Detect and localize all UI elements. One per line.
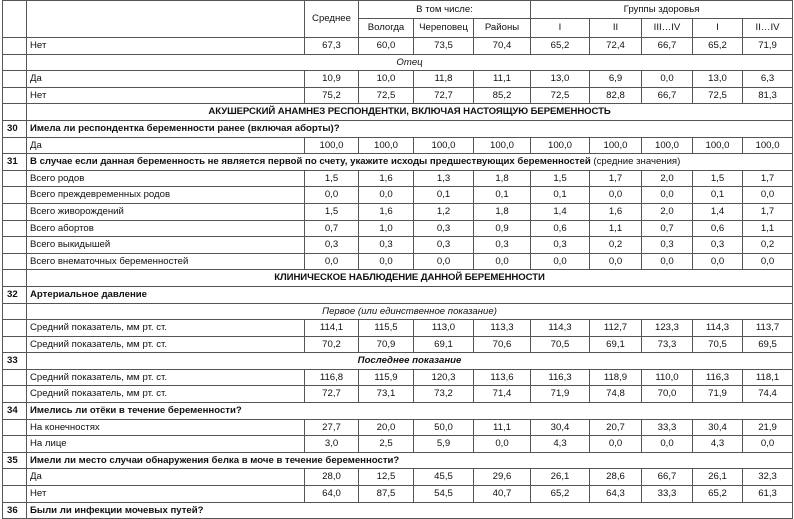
- row-value: 13,0: [693, 71, 743, 88]
- row-value: 1,8: [474, 170, 531, 187]
- row-value: 69,1: [414, 336, 474, 353]
- row-value: 0,3: [474, 237, 531, 254]
- question-row: [3, 154, 793, 171]
- row-value: 2,0: [642, 203, 693, 220]
- row-value: 1,4: [531, 203, 590, 220]
- row-value: 71,9: [743, 38, 793, 55]
- row-value: 75,2: [305, 87, 359, 104]
- section-heading-row: [3, 270, 793, 287]
- row-value: 20,7: [590, 419, 642, 436]
- row-label: Да: [27, 71, 305, 88]
- row-value: 74,4: [743, 386, 793, 403]
- row-value: 110,0: [642, 369, 693, 386]
- row-value: 66,7: [642, 469, 693, 486]
- row-value: 116,8: [305, 369, 359, 386]
- table-row: [3, 38, 793, 55]
- row-number-cell: [3, 203, 27, 220]
- row-value: 26,1: [531, 469, 590, 486]
- row-value: 32,3: [743, 469, 793, 486]
- row-value: 11,1: [474, 419, 531, 436]
- header-average: Среднее: [305, 1, 359, 38]
- row-value: 0,3: [305, 237, 359, 254]
- row-value: 116,3: [531, 369, 590, 386]
- row-value: 65,2: [693, 486, 743, 503]
- row-value: 113,7: [743, 320, 793, 337]
- table-row: [3, 253, 793, 270]
- row-value: 100,0: [590, 137, 642, 154]
- row-value: 0,0: [590, 436, 642, 453]
- row-label: Всего выкидышей: [27, 237, 305, 254]
- row-value: 114,3: [531, 320, 590, 337]
- row-value: 113,3: [474, 320, 531, 337]
- row-value: 113,6: [474, 369, 531, 386]
- header-label-cell: [27, 1, 305, 38]
- row-value: 0,3: [642, 237, 693, 254]
- question-row: [3, 502, 793, 519]
- row-value: 60,0: [359, 38, 414, 55]
- row-value: 13,0: [531, 71, 590, 88]
- row-value: 0,2: [743, 237, 793, 254]
- row-value: 82,8: [590, 87, 642, 104]
- row-value: 70,5: [693, 336, 743, 353]
- row-value: 0,3: [414, 220, 474, 237]
- row-value: 0,6: [693, 220, 743, 237]
- row-value: 112,7: [590, 320, 642, 337]
- row-value: 100,0: [693, 137, 743, 154]
- row-value: 73,3: [642, 336, 693, 353]
- table-row: [3, 486, 793, 503]
- row-value: 1,1: [590, 220, 642, 237]
- row-value: 100,0: [305, 137, 359, 154]
- row-value: 65,2: [531, 486, 590, 503]
- question-row: [3, 452, 793, 469]
- row-value: 0,3: [531, 237, 590, 254]
- row-number-cell: [3, 38, 27, 55]
- row-value: 69,1: [590, 336, 642, 353]
- row-value: 100,0: [359, 137, 414, 154]
- row-label: На конечностях: [27, 419, 305, 436]
- row-value: 1,6: [590, 203, 642, 220]
- section-heading: КЛИНИЧЕСКОЕ НАБЛЮДЕНИЕ ДАННОЙ БЕРЕМЕННОСТИ: [27, 270, 793, 287]
- question-text: [27, 502, 793, 519]
- row-value: 72,7: [414, 87, 474, 104]
- row-value: 70,6: [474, 336, 531, 353]
- row-value: 72,5: [359, 87, 414, 104]
- row-value: 6,3: [743, 71, 793, 88]
- header-health-groups: Группы здоровья: [531, 1, 793, 19]
- row-value: 29,6: [474, 469, 531, 486]
- row-value: 1,6: [359, 203, 414, 220]
- row-number-cell: [3, 270, 27, 287]
- question-row: [3, 403, 793, 420]
- section-heading: АКУШЕРСКИЙ АНАМНЕЗ РЕСПОНДЕНТКИ, ВКЛЮЧАЯ НАСТОЯЩУЮ БЕРЕМЕННОСТЬ: [27, 104, 793, 121]
- table-row: [3, 386, 793, 403]
- row-value: 0,1: [531, 187, 590, 204]
- row-value: 70,9: [359, 336, 414, 353]
- row-value: 0,0: [590, 187, 642, 204]
- row-value: 21,9: [743, 419, 793, 436]
- row-value: 66,7: [642, 38, 693, 55]
- table-row: [3, 237, 793, 254]
- row-value: 0,0: [642, 436, 693, 453]
- row-value: 71,4: [474, 386, 531, 403]
- row-value: 0,3: [693, 237, 743, 254]
- question-label: Имела ли респондентка беременности ранее (включая аборты)?: [30, 122, 340, 134]
- row-label: Всего внематочных беременностей: [27, 253, 305, 270]
- row-value: 0,0: [642, 253, 693, 270]
- row-label: Всего родов: [27, 170, 305, 187]
- row-number-cell: [3, 187, 27, 204]
- row-value: 123,3: [642, 320, 693, 337]
- row-value: 4,3: [531, 436, 590, 453]
- row-value: 0,0: [305, 187, 359, 204]
- subheading-text: Отец: [27, 54, 793, 71]
- row-value: 0,3: [359, 237, 414, 254]
- row-value: 116,3: [693, 369, 743, 386]
- table-row: [3, 87, 793, 104]
- question-row: [3, 286, 793, 303]
- row-value: 0,0: [693, 253, 743, 270]
- row-value: 66,7: [642, 87, 693, 104]
- subheading-text: Последнее показание: [27, 353, 793, 370]
- row-value: 0,1: [693, 187, 743, 204]
- table-row: [3, 419, 793, 436]
- row-label: Всего живорождений: [27, 203, 305, 220]
- row-value: 72,7: [305, 386, 359, 403]
- row-value: 54,5: [414, 486, 474, 503]
- question-text: [27, 286, 793, 303]
- row-value: 1,0: [359, 220, 414, 237]
- row-value: 0,0: [414, 253, 474, 270]
- row-value: 118,1: [743, 369, 793, 386]
- row-number-cell: [3, 104, 27, 121]
- row-label: Нет: [27, 87, 305, 104]
- row-value: 87,5: [359, 486, 414, 503]
- row-value: 1,5: [305, 203, 359, 220]
- row-value: 69,5: [743, 336, 793, 353]
- row-value: 118,9: [590, 369, 642, 386]
- row-value: 0,0: [743, 436, 793, 453]
- header-group-iii-iv: III…IV: [642, 19, 693, 38]
- row-value: 0,0: [743, 253, 793, 270]
- row-value: 71,9: [531, 386, 590, 403]
- row-value: 4,3: [693, 436, 743, 453]
- row-value: 1,4: [693, 203, 743, 220]
- row-value: 11,1: [474, 71, 531, 88]
- question-number: 36: [3, 502, 27, 519]
- row-label: Нет: [27, 486, 305, 503]
- row-value: 114,1: [305, 320, 359, 337]
- header-group-i: I: [531, 19, 590, 38]
- row-value: 1,6: [359, 170, 414, 187]
- table-row: [3, 220, 793, 237]
- row-value: 50,0: [414, 419, 474, 436]
- row-value: 28,0: [305, 469, 359, 486]
- question-note: (средние значения): [590, 156, 681, 168]
- row-value: 113,0: [414, 320, 474, 337]
- row-value: 1,5: [693, 170, 743, 187]
- row-number-cell: [3, 469, 27, 486]
- row-value: 114,3: [693, 320, 743, 337]
- question-row: [3, 120, 793, 137]
- table-row: [3, 436, 793, 453]
- row-value: 1,3: [414, 170, 474, 187]
- survey-results-table: [2, 0, 793, 519]
- header-num-cell: [3, 1, 27, 38]
- row-label: Средний показатель, мм рт. ст.: [27, 386, 305, 403]
- row-value: 10,9: [305, 71, 359, 88]
- row-value: 72,5: [693, 87, 743, 104]
- row-value: 33,3: [642, 419, 693, 436]
- row-label: Всего преждевременных родов: [27, 187, 305, 204]
- question-label: В случае если данная беременность не является первой по счету, укажите исходы предшествующих беременностей: [30, 156, 591, 168]
- row-value: 65,2: [531, 38, 590, 55]
- row-value: 0,0: [590, 253, 642, 270]
- row-value: 61,3: [743, 486, 793, 503]
- table-row: [3, 71, 793, 88]
- row-value: 100,0: [414, 137, 474, 154]
- row-value: 27,7: [305, 419, 359, 436]
- row-label: Средний показатель, мм рт. ст.: [27, 369, 305, 386]
- question-number: 30: [3, 120, 27, 137]
- table-row: [3, 203, 793, 220]
- row-value: 0,0: [359, 187, 414, 204]
- question-number: 33: [3, 353, 27, 370]
- section-heading-row: [3, 104, 793, 121]
- row-value: 115,9: [359, 369, 414, 386]
- row-value: 0,7: [642, 220, 693, 237]
- header-vologda: Вологда: [359, 19, 414, 38]
- row-value: 81,3: [743, 87, 793, 104]
- row-number-cell: [3, 486, 27, 503]
- question-text: [27, 154, 793, 171]
- row-value: 0,7: [305, 220, 359, 237]
- row-number-cell: [3, 336, 27, 353]
- row-value: 72,5: [531, 87, 590, 104]
- row-value: 40,7: [474, 486, 531, 503]
- row-value: 115,5: [359, 320, 414, 337]
- row-value: 73,1: [359, 386, 414, 403]
- question-number: 34: [3, 403, 27, 420]
- row-value: 26,1: [693, 469, 743, 486]
- row-value: 6,9: [590, 71, 642, 88]
- table-header-row-1: [3, 1, 793, 19]
- row-value: 1,5: [305, 170, 359, 187]
- row-value: 30,4: [693, 419, 743, 436]
- row-value: 0,1: [414, 187, 474, 204]
- row-value: 2,0: [642, 170, 693, 187]
- row-value: 0,0: [474, 253, 531, 270]
- row-value: 64,3: [590, 486, 642, 503]
- row-value: 0,0: [305, 253, 359, 270]
- row-number-cell: [3, 170, 27, 187]
- question-label: Имелись ли отёки в течение беременности?: [30, 405, 242, 417]
- header-cherepovets: Череповец: [414, 19, 474, 38]
- row-value: 72,4: [590, 38, 642, 55]
- row-value: 1,1: [743, 220, 793, 237]
- row-label: Нет: [27, 38, 305, 55]
- question-label: Артериальное давление: [30, 288, 147, 300]
- row-value: 1,2: [414, 203, 474, 220]
- question-number: 35: [3, 452, 27, 469]
- subheading-row: [3, 353, 793, 370]
- row-number-cell: [3, 253, 27, 270]
- subheading-text: Первое (или единственное показание): [27, 303, 793, 320]
- question-text: [27, 120, 793, 137]
- row-value: 1,8: [474, 203, 531, 220]
- row-value: 100,0: [642, 137, 693, 154]
- row-value: 0,0: [743, 187, 793, 204]
- row-value: 65,2: [693, 38, 743, 55]
- row-value: 1,7: [743, 170, 793, 187]
- row-value: 0,0: [531, 253, 590, 270]
- row-value: 71,9: [693, 386, 743, 403]
- row-number-cell: [3, 419, 27, 436]
- row-value: 1,5: [531, 170, 590, 187]
- row-value: 67,3: [305, 38, 359, 55]
- row-label: Средний показатель, мм рт. ст.: [27, 336, 305, 353]
- question-number: 31: [3, 154, 27, 171]
- header-districts: Районы: [474, 19, 531, 38]
- header-group-ii-iv: II…IV: [743, 19, 793, 38]
- row-value: 70,0: [642, 386, 693, 403]
- row-value: 0,0: [642, 187, 693, 204]
- row-value: 0,9: [474, 220, 531, 237]
- row-value: 70,4: [474, 38, 531, 55]
- row-label: Всего абортов: [27, 220, 305, 237]
- row-value: 0,1: [474, 187, 531, 204]
- row-value: 1,7: [590, 170, 642, 187]
- table-row: [3, 137, 793, 154]
- row-number-cell: [3, 369, 27, 386]
- row-number-cell: [3, 386, 27, 403]
- question-label: Имели ли место случаи обнаружения белка в моче в течение беременности?: [30, 454, 400, 466]
- question-number: 32: [3, 286, 27, 303]
- row-value: 0,0: [474, 436, 531, 453]
- row-value: 70,5: [531, 336, 590, 353]
- question-text: [27, 403, 793, 420]
- row-number-cell: [3, 436, 27, 453]
- header-group-i-alt: I: [693, 19, 743, 38]
- header-including-group: В том числе:: [359, 1, 531, 19]
- row-value: 0,2: [590, 237, 642, 254]
- row-number-cell: [3, 71, 27, 88]
- question-label: Были ли инфекции мочевых путей?: [30, 504, 204, 516]
- row-number-cell: [3, 54, 27, 71]
- row-value: 11,8: [414, 71, 474, 88]
- row-value: 1,7: [743, 203, 793, 220]
- table-row: [3, 369, 793, 386]
- header-group-ii: II: [590, 19, 642, 38]
- row-value: 73,2: [414, 386, 474, 403]
- row-label: Да: [27, 137, 305, 154]
- row-value: 120,3: [414, 369, 474, 386]
- row-value: 70,2: [305, 336, 359, 353]
- row-label: Да: [27, 469, 305, 486]
- row-value: 85,2: [474, 87, 531, 104]
- row-number-cell: [3, 320, 27, 337]
- question-text: [27, 452, 793, 469]
- row-value: 73,5: [414, 38, 474, 55]
- row-value: 100,0: [474, 137, 531, 154]
- table-row: [3, 469, 793, 486]
- row-number-cell: [3, 87, 27, 104]
- row-value: 45,5: [414, 469, 474, 486]
- row-number-cell: [3, 137, 27, 154]
- row-number-cell: [3, 220, 27, 237]
- table-row: [3, 187, 793, 204]
- row-value: 0,3: [414, 237, 474, 254]
- row-value: 100,0: [743, 137, 793, 154]
- row-label: На лице: [27, 436, 305, 453]
- row-label: Средний показатель, мм рт. ст.: [27, 320, 305, 337]
- row-value: 0,6: [531, 220, 590, 237]
- table-row: [3, 170, 793, 187]
- row-value: 2,5: [359, 436, 414, 453]
- row-number-cell: [3, 237, 27, 254]
- row-value: 28,6: [590, 469, 642, 486]
- row-value: 74,8: [590, 386, 642, 403]
- row-value: 10,0: [359, 71, 414, 88]
- row-value: 3,0: [305, 436, 359, 453]
- row-value: 33,3: [642, 486, 693, 503]
- table-row: [3, 336, 793, 353]
- row-value: 5,9: [414, 436, 474, 453]
- row-value: 20,0: [359, 419, 414, 436]
- subheading-row: [3, 303, 793, 320]
- row-value: 12,5: [359, 469, 414, 486]
- row-value: 64,0: [305, 486, 359, 503]
- subheading-row: [3, 54, 793, 71]
- row-value: 100,0: [531, 137, 590, 154]
- row-value: 0,0: [359, 253, 414, 270]
- row-value: 30,4: [531, 419, 590, 436]
- row-number-cell: [3, 303, 27, 320]
- row-value: 0,0: [642, 71, 693, 88]
- table-row: [3, 320, 793, 337]
